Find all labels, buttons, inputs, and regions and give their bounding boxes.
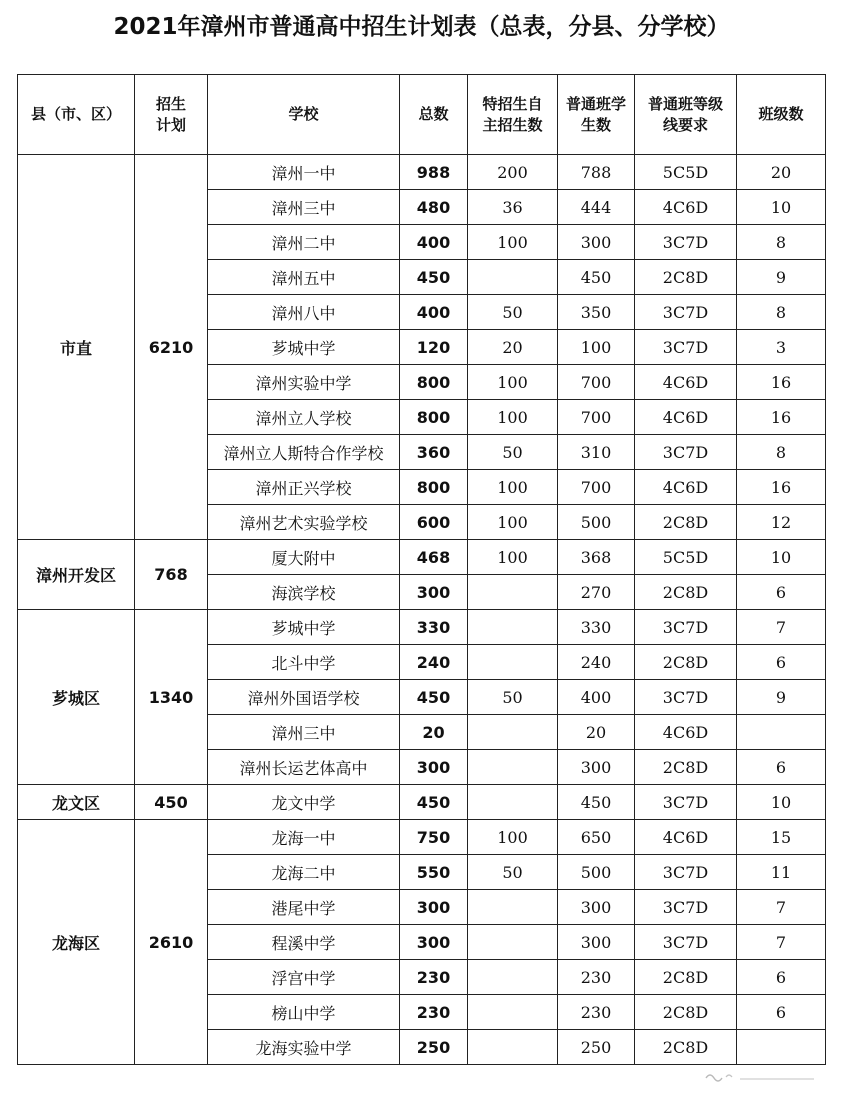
classes-cell: 16: [737, 400, 826, 435]
school-cell: 港尾中学: [208, 890, 400, 925]
special-cell: 50: [468, 295, 558, 330]
total-cell: 120: [400, 330, 468, 365]
school-cell: 龙海实验中学: [208, 1030, 400, 1065]
header-grade: 普通班等级线要求: [635, 75, 737, 155]
table-row: [18, 155, 826, 190]
school-cell: 漳州一中: [208, 155, 400, 190]
grade-cell: 4C6D: [635, 365, 737, 400]
plan-total-cell: 2610: [135, 820, 208, 1065]
school-cell: 漳州正兴学校: [208, 470, 400, 505]
special-cell: 100: [468, 505, 558, 540]
grade-cell: 3C7D: [635, 855, 737, 890]
grade-cell: 3C7D: [635, 680, 737, 715]
regular-cell: 444: [558, 190, 635, 225]
special-cell: 100: [468, 400, 558, 435]
school-cell: 龙海二中: [208, 855, 400, 890]
regular-cell: 330: [558, 610, 635, 645]
grade-cell: 3C7D: [635, 610, 737, 645]
table-body: [18, 155, 826, 1065]
school-cell: 龙海一中: [208, 820, 400, 855]
classes-cell: 11: [737, 855, 826, 890]
regular-cell: 788: [558, 155, 635, 190]
header-classes: 班级数: [737, 75, 826, 155]
total-cell: 750: [400, 820, 468, 855]
special-cell: [468, 960, 558, 995]
regular-cell: 230: [558, 995, 635, 1030]
total-cell: 988: [400, 155, 468, 190]
school-cell: 浮宫中学: [208, 960, 400, 995]
classes-cell: 10: [737, 540, 826, 575]
total-cell: 800: [400, 400, 468, 435]
grade-cell: 2C8D: [635, 960, 737, 995]
regular-cell: 500: [558, 505, 635, 540]
classes-cell: 12: [737, 505, 826, 540]
regular-cell: 700: [558, 470, 635, 505]
grade-cell: 2C8D: [635, 575, 737, 610]
total-cell: 400: [400, 295, 468, 330]
table-row: [18, 610, 826, 645]
grade-cell: 4C6D: [635, 190, 737, 225]
classes-cell: 6: [737, 995, 826, 1030]
regular-cell: 310: [558, 435, 635, 470]
school-cell: 榜山中学: [208, 995, 400, 1030]
grade-cell: 3C7D: [635, 925, 737, 960]
classes-cell: [737, 1030, 826, 1065]
plan-total-cell: 1340: [135, 610, 208, 785]
school-cell: 漳州立人学校: [208, 400, 400, 435]
classes-cell: [737, 715, 826, 750]
header-school: 学校: [208, 75, 400, 155]
regular-cell: 20: [558, 715, 635, 750]
classes-cell: 7: [737, 890, 826, 925]
total-cell: 600: [400, 505, 468, 540]
special-cell: 100: [468, 820, 558, 855]
total-cell: 450: [400, 260, 468, 295]
classes-cell: 20: [737, 155, 826, 190]
school-cell: 漳州八中: [208, 295, 400, 330]
total-cell: 800: [400, 365, 468, 400]
special-cell: 50: [468, 855, 558, 890]
page-title: 2021年漳州市普通高中招生计划表（总表，分县、分学校）: [113, 14, 730, 40]
regular-cell: 230: [558, 960, 635, 995]
classes-cell: 10: [737, 190, 826, 225]
special-cell: 100: [468, 365, 558, 400]
classes-cell: 9: [737, 260, 826, 295]
regular-cell: 350: [558, 295, 635, 330]
total-cell: 300: [400, 925, 468, 960]
regular-cell: 400: [558, 680, 635, 715]
classes-cell: 3: [737, 330, 826, 365]
regular-cell: 300: [558, 750, 635, 785]
grade-cell: 3C7D: [635, 225, 737, 260]
school-cell: 漳州立人斯特合作学校: [208, 435, 400, 470]
special-cell: [468, 645, 558, 680]
grade-cell: 3C7D: [635, 330, 737, 365]
grade-cell: 2C8D: [635, 505, 737, 540]
total-cell: 250: [400, 1030, 468, 1065]
header-county: 县（市、区）: [18, 75, 135, 155]
school-cell: 龙文中学: [208, 785, 400, 820]
regular-cell: 500: [558, 855, 635, 890]
classes-cell: 7: [737, 610, 826, 645]
regular-cell: 100: [558, 330, 635, 365]
regular-cell: 240: [558, 645, 635, 680]
special-cell: 20: [468, 330, 558, 365]
classes-cell: 6: [737, 645, 826, 680]
regular-cell: 250: [558, 1030, 635, 1065]
special-cell: [468, 785, 558, 820]
total-cell: 468: [400, 540, 468, 575]
total-cell: 800: [400, 470, 468, 505]
grade-cell: 2C8D: [635, 750, 737, 785]
county-cell: 龙海区: [18, 820, 135, 1065]
classes-cell: 6: [737, 575, 826, 610]
regular-cell: 300: [558, 925, 635, 960]
classes-cell: 8: [737, 295, 826, 330]
classes-cell: 8: [737, 225, 826, 260]
school-cell: 海滨学校: [208, 575, 400, 610]
grade-cell: 2C8D: [635, 1030, 737, 1065]
grade-cell: 3C7D: [635, 435, 737, 470]
special-cell: 200: [468, 155, 558, 190]
grade-cell: 4C6D: [635, 820, 737, 855]
regular-cell: 270: [558, 575, 635, 610]
header-special: 特招生自主招生数: [468, 75, 558, 155]
total-cell: 300: [400, 575, 468, 610]
total-cell: 360: [400, 435, 468, 470]
special-cell: [468, 925, 558, 960]
county-cell: 芗城区: [18, 610, 135, 785]
regular-cell: 700: [558, 400, 635, 435]
total-cell: 240: [400, 645, 468, 680]
total-cell: 550: [400, 855, 468, 890]
watermark-icon: [704, 1070, 816, 1084]
classes-cell: 9: [737, 680, 826, 715]
regular-cell: 650: [558, 820, 635, 855]
header-plan: 招生计划: [135, 75, 208, 155]
school-cell: 漳州外国语学校: [208, 680, 400, 715]
total-cell: 20: [400, 715, 468, 750]
special-cell: [468, 1030, 558, 1065]
special-cell: 100: [468, 470, 558, 505]
special-cell: 50: [468, 680, 558, 715]
special-cell: 100: [468, 540, 558, 575]
table-row: [18, 820, 826, 855]
special-cell: [468, 610, 558, 645]
school-cell: 漳州五中: [208, 260, 400, 295]
total-cell: 400: [400, 225, 468, 260]
table-row: [18, 540, 826, 575]
school-cell: 芗城中学: [208, 610, 400, 645]
school-cell: 漳州二中: [208, 225, 400, 260]
regular-cell: 300: [558, 890, 635, 925]
classes-cell: 15: [737, 820, 826, 855]
county-cell: 市直: [18, 155, 135, 540]
plan-total-cell: 768: [135, 540, 208, 610]
grade-cell: 5C5D: [635, 540, 737, 575]
total-cell: 300: [400, 750, 468, 785]
plan-total-cell: 450: [135, 785, 208, 820]
plan-total-cell: 6210: [135, 155, 208, 540]
school-cell: 漳州三中: [208, 190, 400, 225]
school-cell: 漳州长运艺体高中: [208, 750, 400, 785]
regular-cell: 450: [558, 785, 635, 820]
regular-cell: 368: [558, 540, 635, 575]
classes-cell: 16: [737, 470, 826, 505]
total-cell: 480: [400, 190, 468, 225]
special-cell: [468, 260, 558, 295]
classes-cell: 8: [737, 435, 826, 470]
classes-cell: 16: [737, 365, 826, 400]
header-total: 总数: [400, 75, 468, 155]
school-cell: 漳州艺术实验学校: [208, 505, 400, 540]
grade-cell: 4C6D: [635, 715, 737, 750]
special-cell: 100: [468, 225, 558, 260]
total-cell: 330: [400, 610, 468, 645]
enrollment-plan-table: [17, 74, 826, 1065]
grade-cell: 2C8D: [635, 645, 737, 680]
school-cell: 北斗中学: [208, 645, 400, 680]
grade-cell: 4C6D: [635, 400, 737, 435]
table-row: [18, 785, 826, 820]
special-cell: [468, 750, 558, 785]
special-cell: 50: [468, 435, 558, 470]
regular-cell: 450: [558, 260, 635, 295]
total-cell: 450: [400, 785, 468, 820]
header-regular: 普通班学生数: [558, 75, 635, 155]
county-cell: 漳州开发区: [18, 540, 135, 610]
school-cell: 漳州三中: [208, 715, 400, 750]
grade-cell: 4C6D: [635, 470, 737, 505]
special-cell: [468, 890, 558, 925]
special-cell: [468, 715, 558, 750]
classes-cell: 10: [737, 785, 826, 820]
school-cell: 芗城中学: [208, 330, 400, 365]
classes-cell: 6: [737, 750, 826, 785]
classes-cell: 7: [737, 925, 826, 960]
classes-cell: 6: [737, 960, 826, 995]
total-cell: 450: [400, 680, 468, 715]
school-cell: 漳州实验中学: [208, 365, 400, 400]
county-cell: 龙文区: [18, 785, 135, 820]
grade-cell: 3C7D: [635, 295, 737, 330]
special-cell: [468, 575, 558, 610]
special-cell: [468, 995, 558, 1030]
school-cell: 厦大附中: [208, 540, 400, 575]
table-header-row: [18, 75, 826, 155]
regular-cell: 700: [558, 365, 635, 400]
grade-cell: 5C5D: [635, 155, 737, 190]
grade-cell: 3C7D: [635, 785, 737, 820]
total-cell: 230: [400, 960, 468, 995]
total-cell: 300: [400, 890, 468, 925]
grade-cell: 3C7D: [635, 890, 737, 925]
regular-cell: 300: [558, 225, 635, 260]
school-cell: 程溪中学: [208, 925, 400, 960]
total-cell: 230: [400, 995, 468, 1030]
grade-cell: 2C8D: [635, 260, 737, 295]
grade-cell: 2C8D: [635, 995, 737, 1030]
special-cell: 36: [468, 190, 558, 225]
